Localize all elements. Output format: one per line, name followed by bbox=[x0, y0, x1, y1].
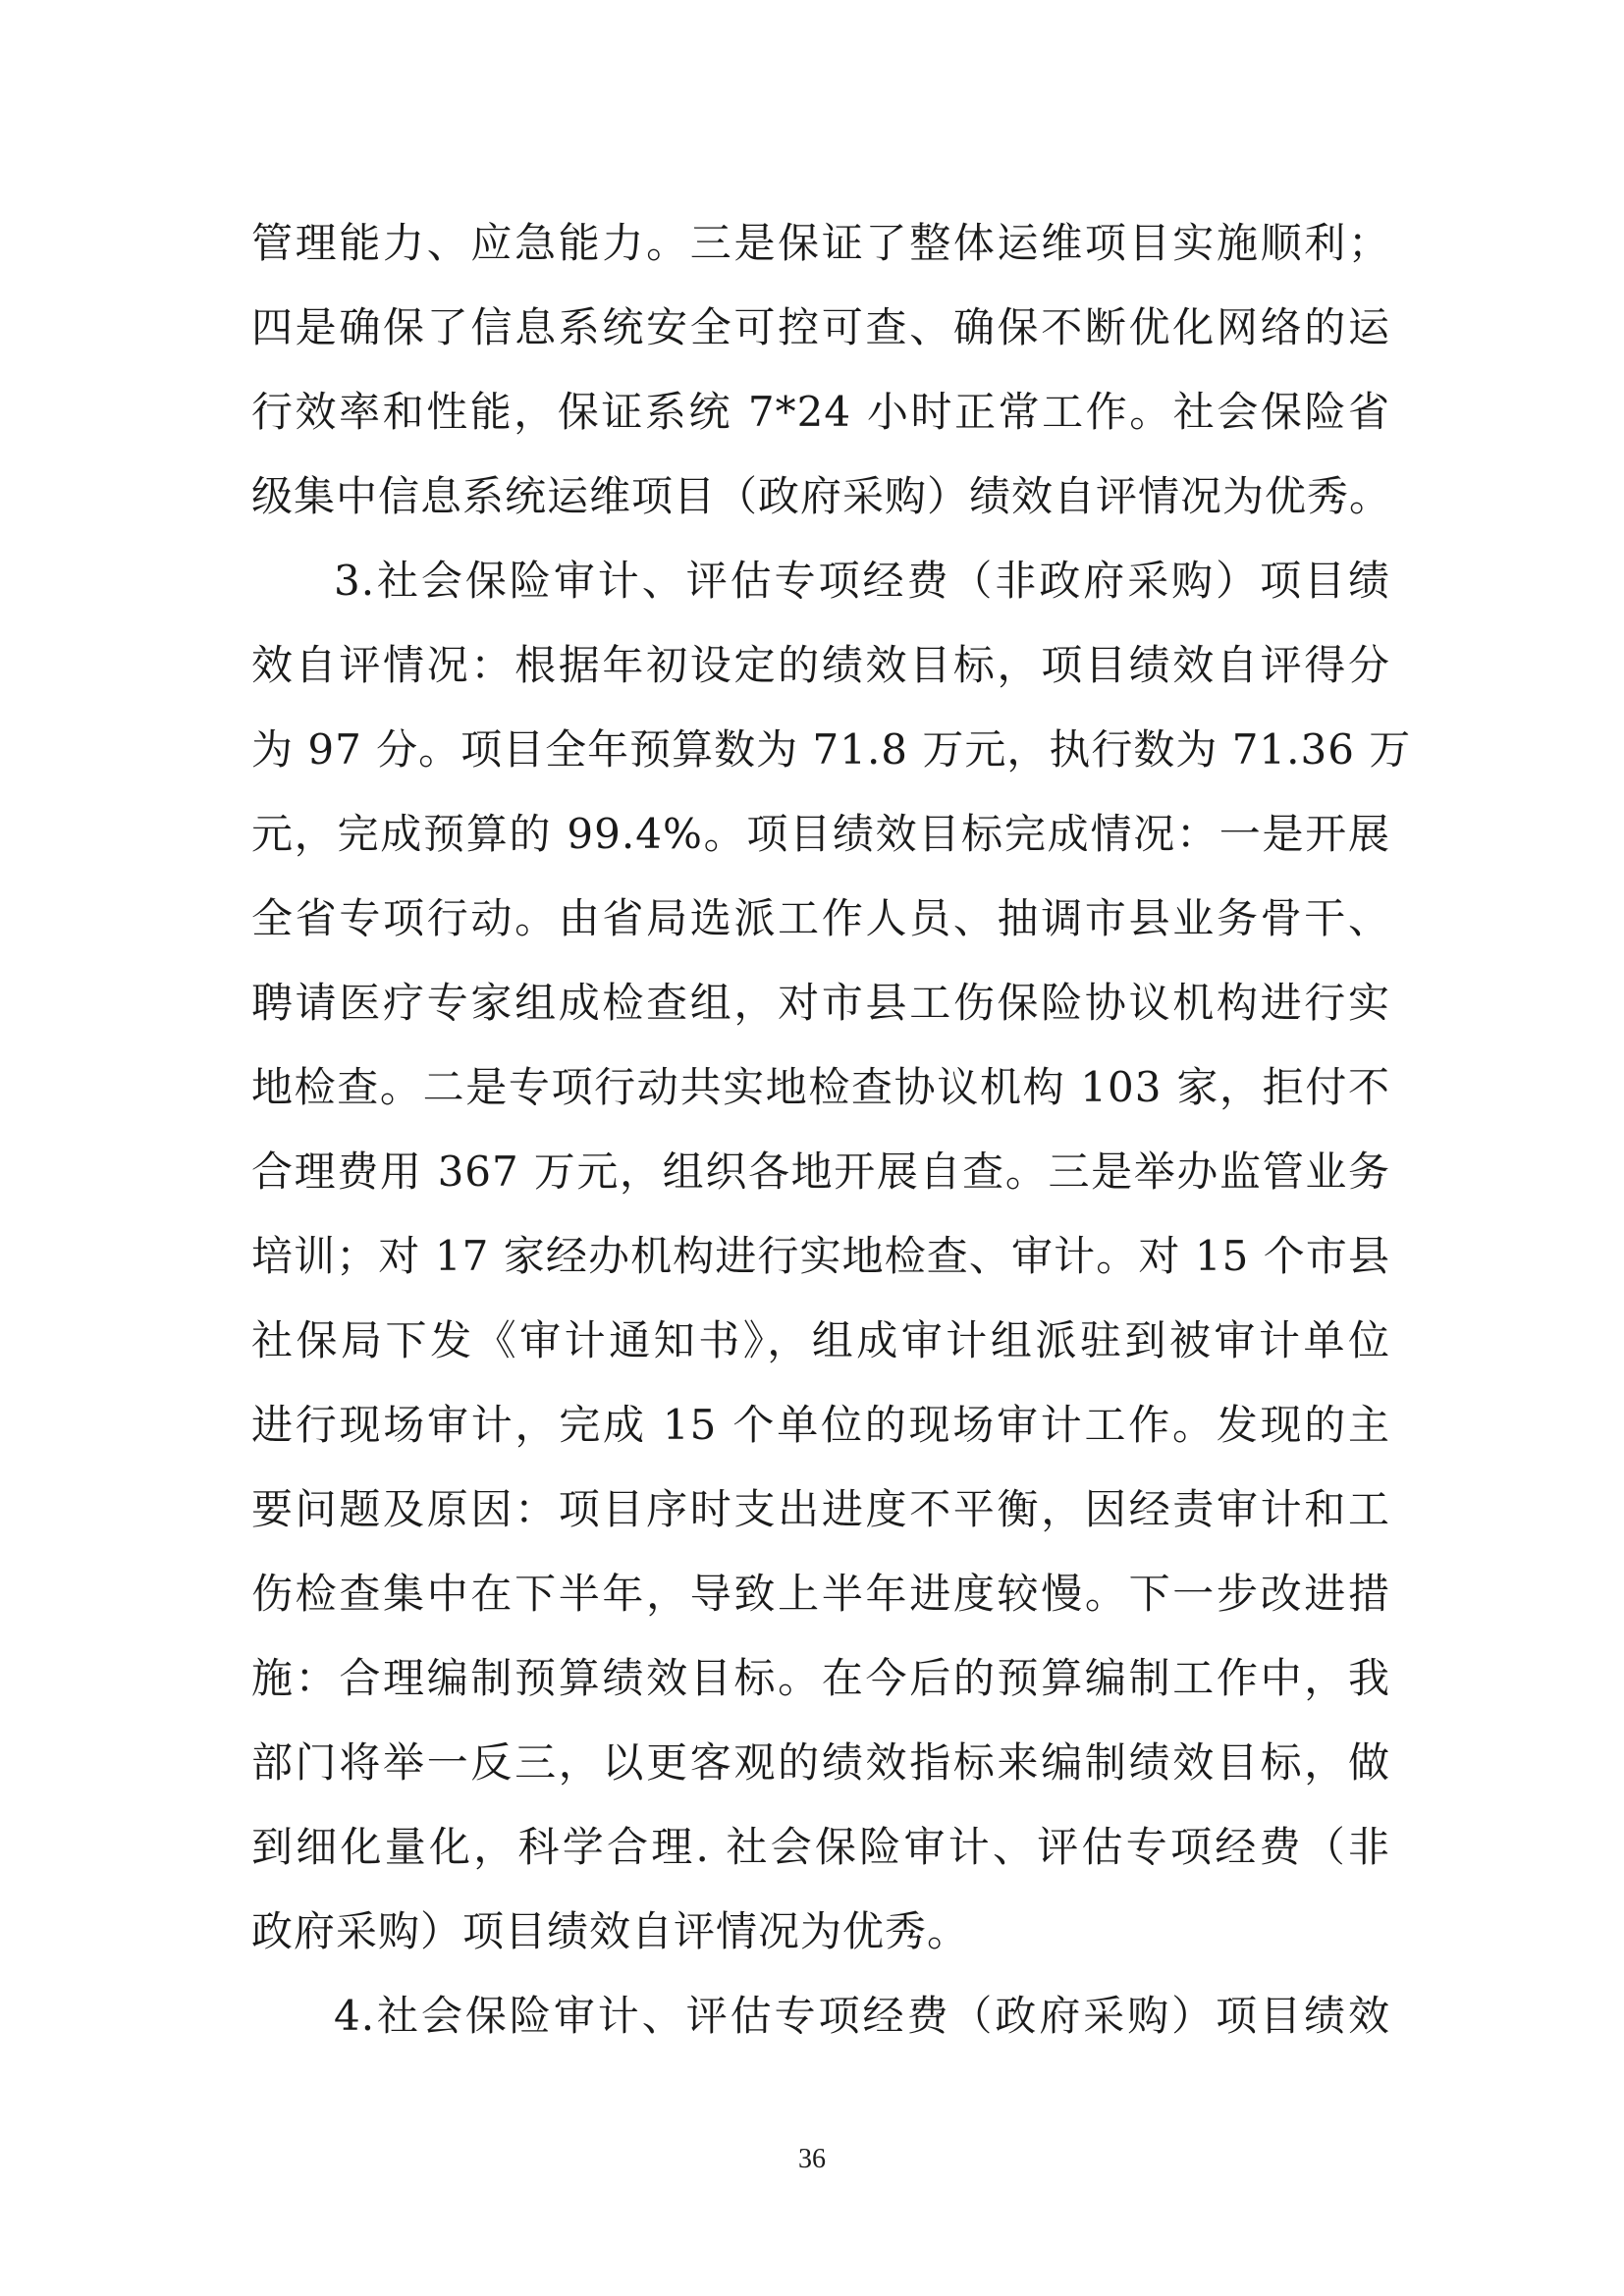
text-line-13: 培训；对 17 家经办机构进行实地检查、审计。对 15 个市县 bbox=[251, 1232, 1390, 1280]
text-line-3: 行效率和性能，保证系统 7*24 小时正常工作。社会保险省 bbox=[251, 388, 1390, 436]
text-line-14: 社保局下发《审计通知书》，组成审计组派驻到被审计单位 bbox=[251, 1316, 1390, 1364]
text-line-11: 地检查。二是专项行动共实地检查协议机构 103 家，拒付不 bbox=[251, 1063, 1390, 1111]
text-line-4: 级集中信息系统运维项目（政府采购）绩效自评情况为优秀。 bbox=[251, 472, 1392, 520]
page-number: 36 bbox=[798, 2144, 826, 2174]
text-line-15: 进行现场审计，完成 15 个单位的现场审计工作。发现的主 bbox=[251, 1401, 1390, 1449]
text-line-9: 全省专项行动。由省局选派工作人员、抽调市县业务骨干、 bbox=[251, 894, 1390, 942]
text-line-10: 聘请医疗专家组成检查组，对市县工伤保险协议机构进行实 bbox=[251, 979, 1390, 1027]
text-line-5: 3.社会保险审计、评估专项经费（非政府采购）项目绩 bbox=[334, 557, 1390, 605]
text-line-12: 合理费用 367 万元，组织各地开展自查。三是举办监管业务 bbox=[251, 1148, 1390, 1196]
text-line-17: 伤检查集中在下半年，导致上半年进度较慢。下一步改进措 bbox=[251, 1570, 1390, 1618]
text-line-1: 管理能力、应急能力。三是保证了整体运维项目实施顺利； bbox=[251, 219, 1390, 267]
text-line-19: 部门将举一反三，以更客观的绩效指标来编制绩效目标，做 bbox=[251, 1738, 1390, 1787]
text-line-8: 元，完成预算的 99.4%。项目绩效目标完成情况：一是开展 bbox=[251, 810, 1390, 858]
text-line-21: 政府采购）项目绩效自评情况为优秀。 bbox=[251, 1907, 970, 1955]
text-line-20: 到细化量化，科学合理. 社会保险审计、评估专项经费（非 bbox=[251, 1823, 1390, 1871]
text-line-6: 效自评情况：根据年初设定的绩效目标，项目绩效自评得分 bbox=[251, 641, 1390, 689]
text-line-7: 为 97 分。项目全年预算数为 71.8 万元，执行数为 71.36 万 bbox=[251, 725, 1412, 774]
text-line-16: 要问题及原因：项目序时支出进度不平衡，因经责审计和工 bbox=[251, 1485, 1390, 1533]
text-line-2: 四是确保了信息系统安全可控可查、确保不断优化网络的运 bbox=[251, 303, 1390, 351]
text-line-18: 施：合理编制预算绩效目标。在今后的预算编制工作中，我 bbox=[251, 1654, 1390, 1702]
text-line-22: 4.社会保险审计、评估专项经费（政府采购）项目绩效 bbox=[334, 1992, 1390, 2040]
